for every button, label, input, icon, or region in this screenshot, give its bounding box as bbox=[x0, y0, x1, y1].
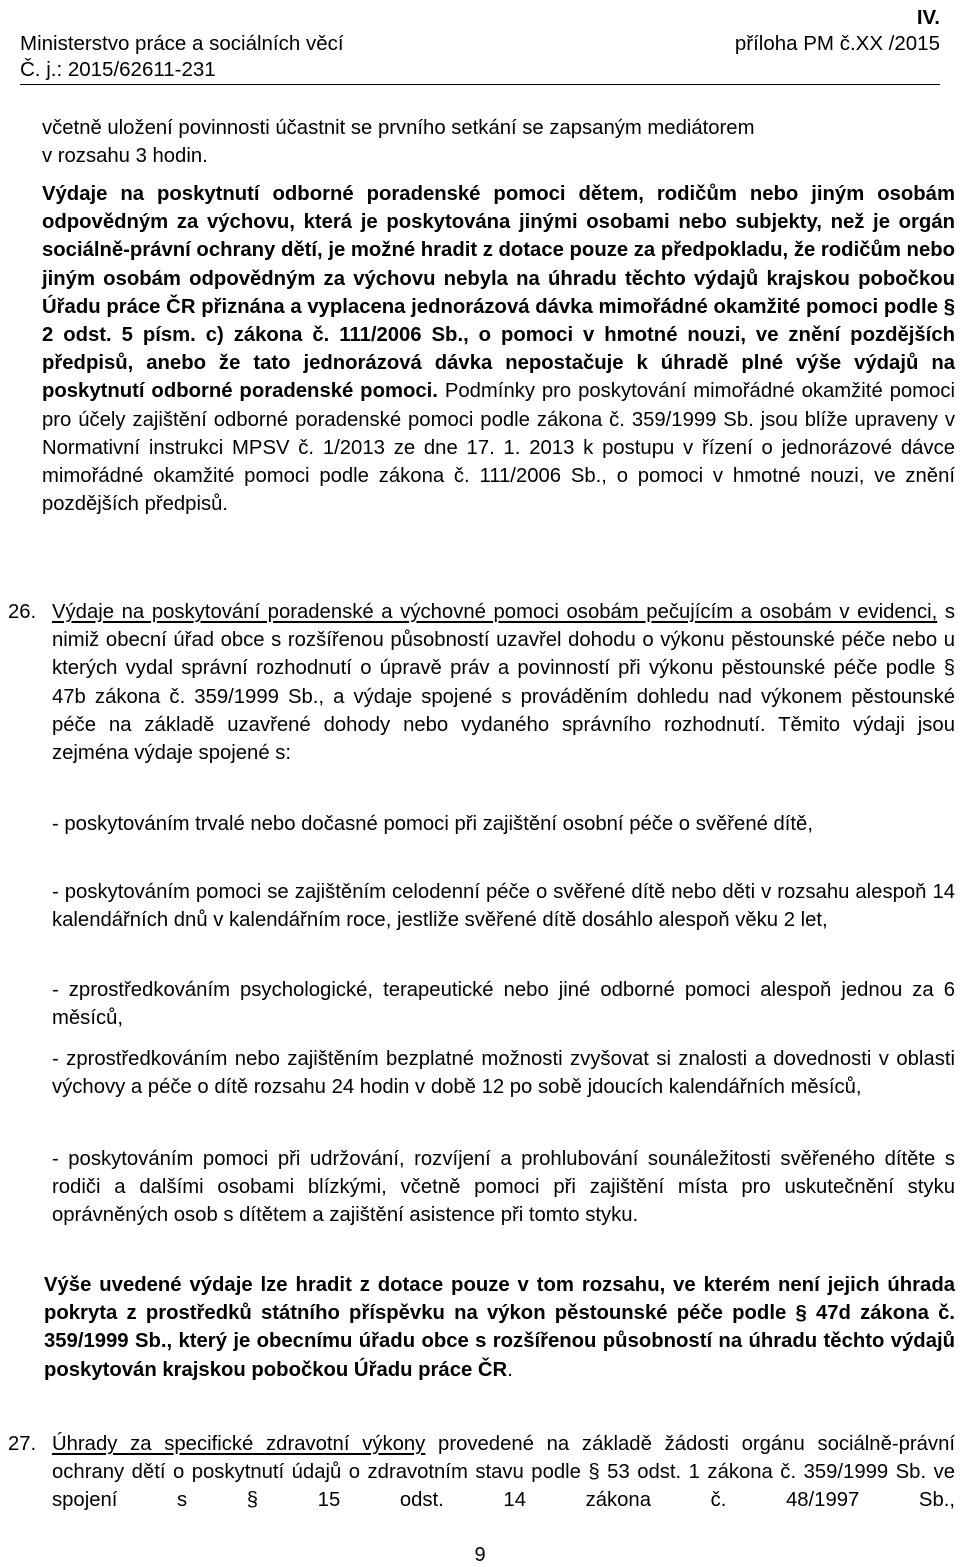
paragraph-bold-text: Výdaje na poskytnutí odborné poradenské pomoci dětem, rodičům nebo jiným osobám odpovědným za výchovu, která je poskytována jinými osobami nebo subjekty, než je orgán sociálně-právní ochrany dětí, je možné hradit z dotace pouze za předpokladu, že rodičům nebo jiným osobám odpovědným za výchovu nebyla na úhradu těchto výdajů krajskou pobočkou Úřadu práce ČR přiznána a vyplacena jednorázová dávka mimořádné okamžité pomoci podle § 2 odst. 5 písm. c) zákona č. 111/2006 Sb., o pomoci v hmotné nouzi, ve znění pozdějších předpisů, anebo že tato jednorázová dávka nepostačuje k úhradě plné výše výdajů na poskytnutí odborné poradenské pomoci. bbox=[42, 183, 955, 403]
header-attachment: příloha PM č.XX /2015 bbox=[734, 32, 940, 55]
header-reference: Č. j.: 2015/62611-231 bbox=[20, 58, 216, 81]
item-26-bold-note bbox=[44, 1271, 955, 1384]
bullet-item: - poskytováním pomoci se zajištěním celodenní péče o svěřené dítě nebo děti v rozsahu alespoň 14 kalendářních dnů v kalendářním roce, jestliže svěřené dítě dosáhlo alespoň věku 2 let, bbox=[52, 881, 955, 932]
bold-note-text: Výše uvedené výdaje lze hradit z dotace pouze v tom rozsahu, ve kterém není jejich úhrada pokryta z prostředků státního příspěvku na výkon pěstounské péče podle § 47d zákona č. 359/1999 Sb., který je obecnímu úřadu obce s rozšířenou působností na úhradu těchto výdajů poskytován krajskou pobočkou Úřadu práce ČR bbox=[44, 1274, 955, 1381]
bullet-item: - poskytováním trvalé nebo dočasné pomoci při zajištění osobní péče o svěřené dítě, bbox=[52, 813, 813, 835]
intro-line-2: v rozsahu 3 hodin. bbox=[42, 145, 208, 168]
bold-note-end: . bbox=[507, 1358, 513, 1381]
intro-line-1: včetně uložení povinnosti účastnit se prvního setkání se zapsaným mediátorem bbox=[42, 117, 755, 139]
item-26-heading: Výdaje na poskytování poradenské a výchovné pomoci osobám pečujícím a osobám v evidenci, bbox=[52, 601, 938, 623]
bullet-item: - zprostředkováním psychologické, terapeutické nebo jiné odborné pomoci alespoň jednou za 6 měsíců, bbox=[52, 979, 955, 1030]
item-27-number: 27. bbox=[8, 1433, 37, 1455]
header-roman-numeral: IV. bbox=[916, 6, 940, 29]
page-number: 9 bbox=[474, 1544, 486, 1566]
item-26-body: s nimiž obecní úřad obce s rozšířenou působností uzavřel dohodu o výkonu pěstounské péče nebo u kterých vydal správní rozhodnutí o úpravě práv a povinností při výkonu pěstounské péče podle § 47b zákona č. 359/1999 Sb., a výdaje spojené s prováděním dohledu nad výkonem pěstounské péče na základě uzavřené dohody nebo vydaného správního rozhodnutí. Těmito výdaji jsou zejména výdaje spojené s: bbox=[52, 601, 956, 765]
paragraph-normal-text: Podmínky pro poskytování mimořádné okamžité pomoci pro účely zajištění odborné poradenské pomoci podle zákona č. 359/1999 Sb. jsou blíže upraveny v Normativní instrukci MPSV č. 1/2013 ze dne 17. 1. 2013 k postupu v řízení o jednorázové dávce mimořádné okamžité pomoci podle zákona č. 111/2006 Sb., o pomoci v hmotné nouzi, ve znění pozdějších předpisů. bbox=[42, 380, 955, 516]
item-27-text bbox=[52, 1430, 955, 1515]
item-27-heading: Úhrady za specifické zdravotní výkony bbox=[52, 1433, 426, 1455]
header-divider bbox=[20, 84, 940, 85]
bullet-item: - zprostředkováním nebo zajištěním bezplatné možnosti zvyšovat si znalosti a dovednosti v oblasti výchovy a péče o dítě rozsahu 24 hodin v době 12 po sobě jdoucích kalendářních měsíců, bbox=[52, 1048, 955, 1099]
paragraph-expenses-counseling bbox=[42, 180, 955, 518]
intro-text bbox=[42, 114, 955, 170]
item-26-number: 26. bbox=[8, 601, 37, 623]
header-ministry: Ministerstvo práce a sociálních věcí bbox=[20, 32, 344, 55]
item-26-text bbox=[52, 598, 955, 767]
bullet-item: - poskytováním pomoci při udržování, rozvíjení a prohlubování sounáležitosti svěřeného dítěte s rodiči a dalšími osobami blízkými, včetně pomoci při zajištění místa pro uskutečnění styku oprávněných osob s dítětem a zajištění asistence při tomto styku. bbox=[52, 1148, 955, 1227]
item-27-body: provedené na základě žádosti orgánu sociálně-právní ochrany dětí o poskytnutí údajů o zdravotním stavu podle § 53 odst. 1 zákona č. 359/1999 Sb. ve spojení s § 15 odst. 14 zákona č. 48/1997 Sb., bbox=[52, 1433, 955, 1512]
